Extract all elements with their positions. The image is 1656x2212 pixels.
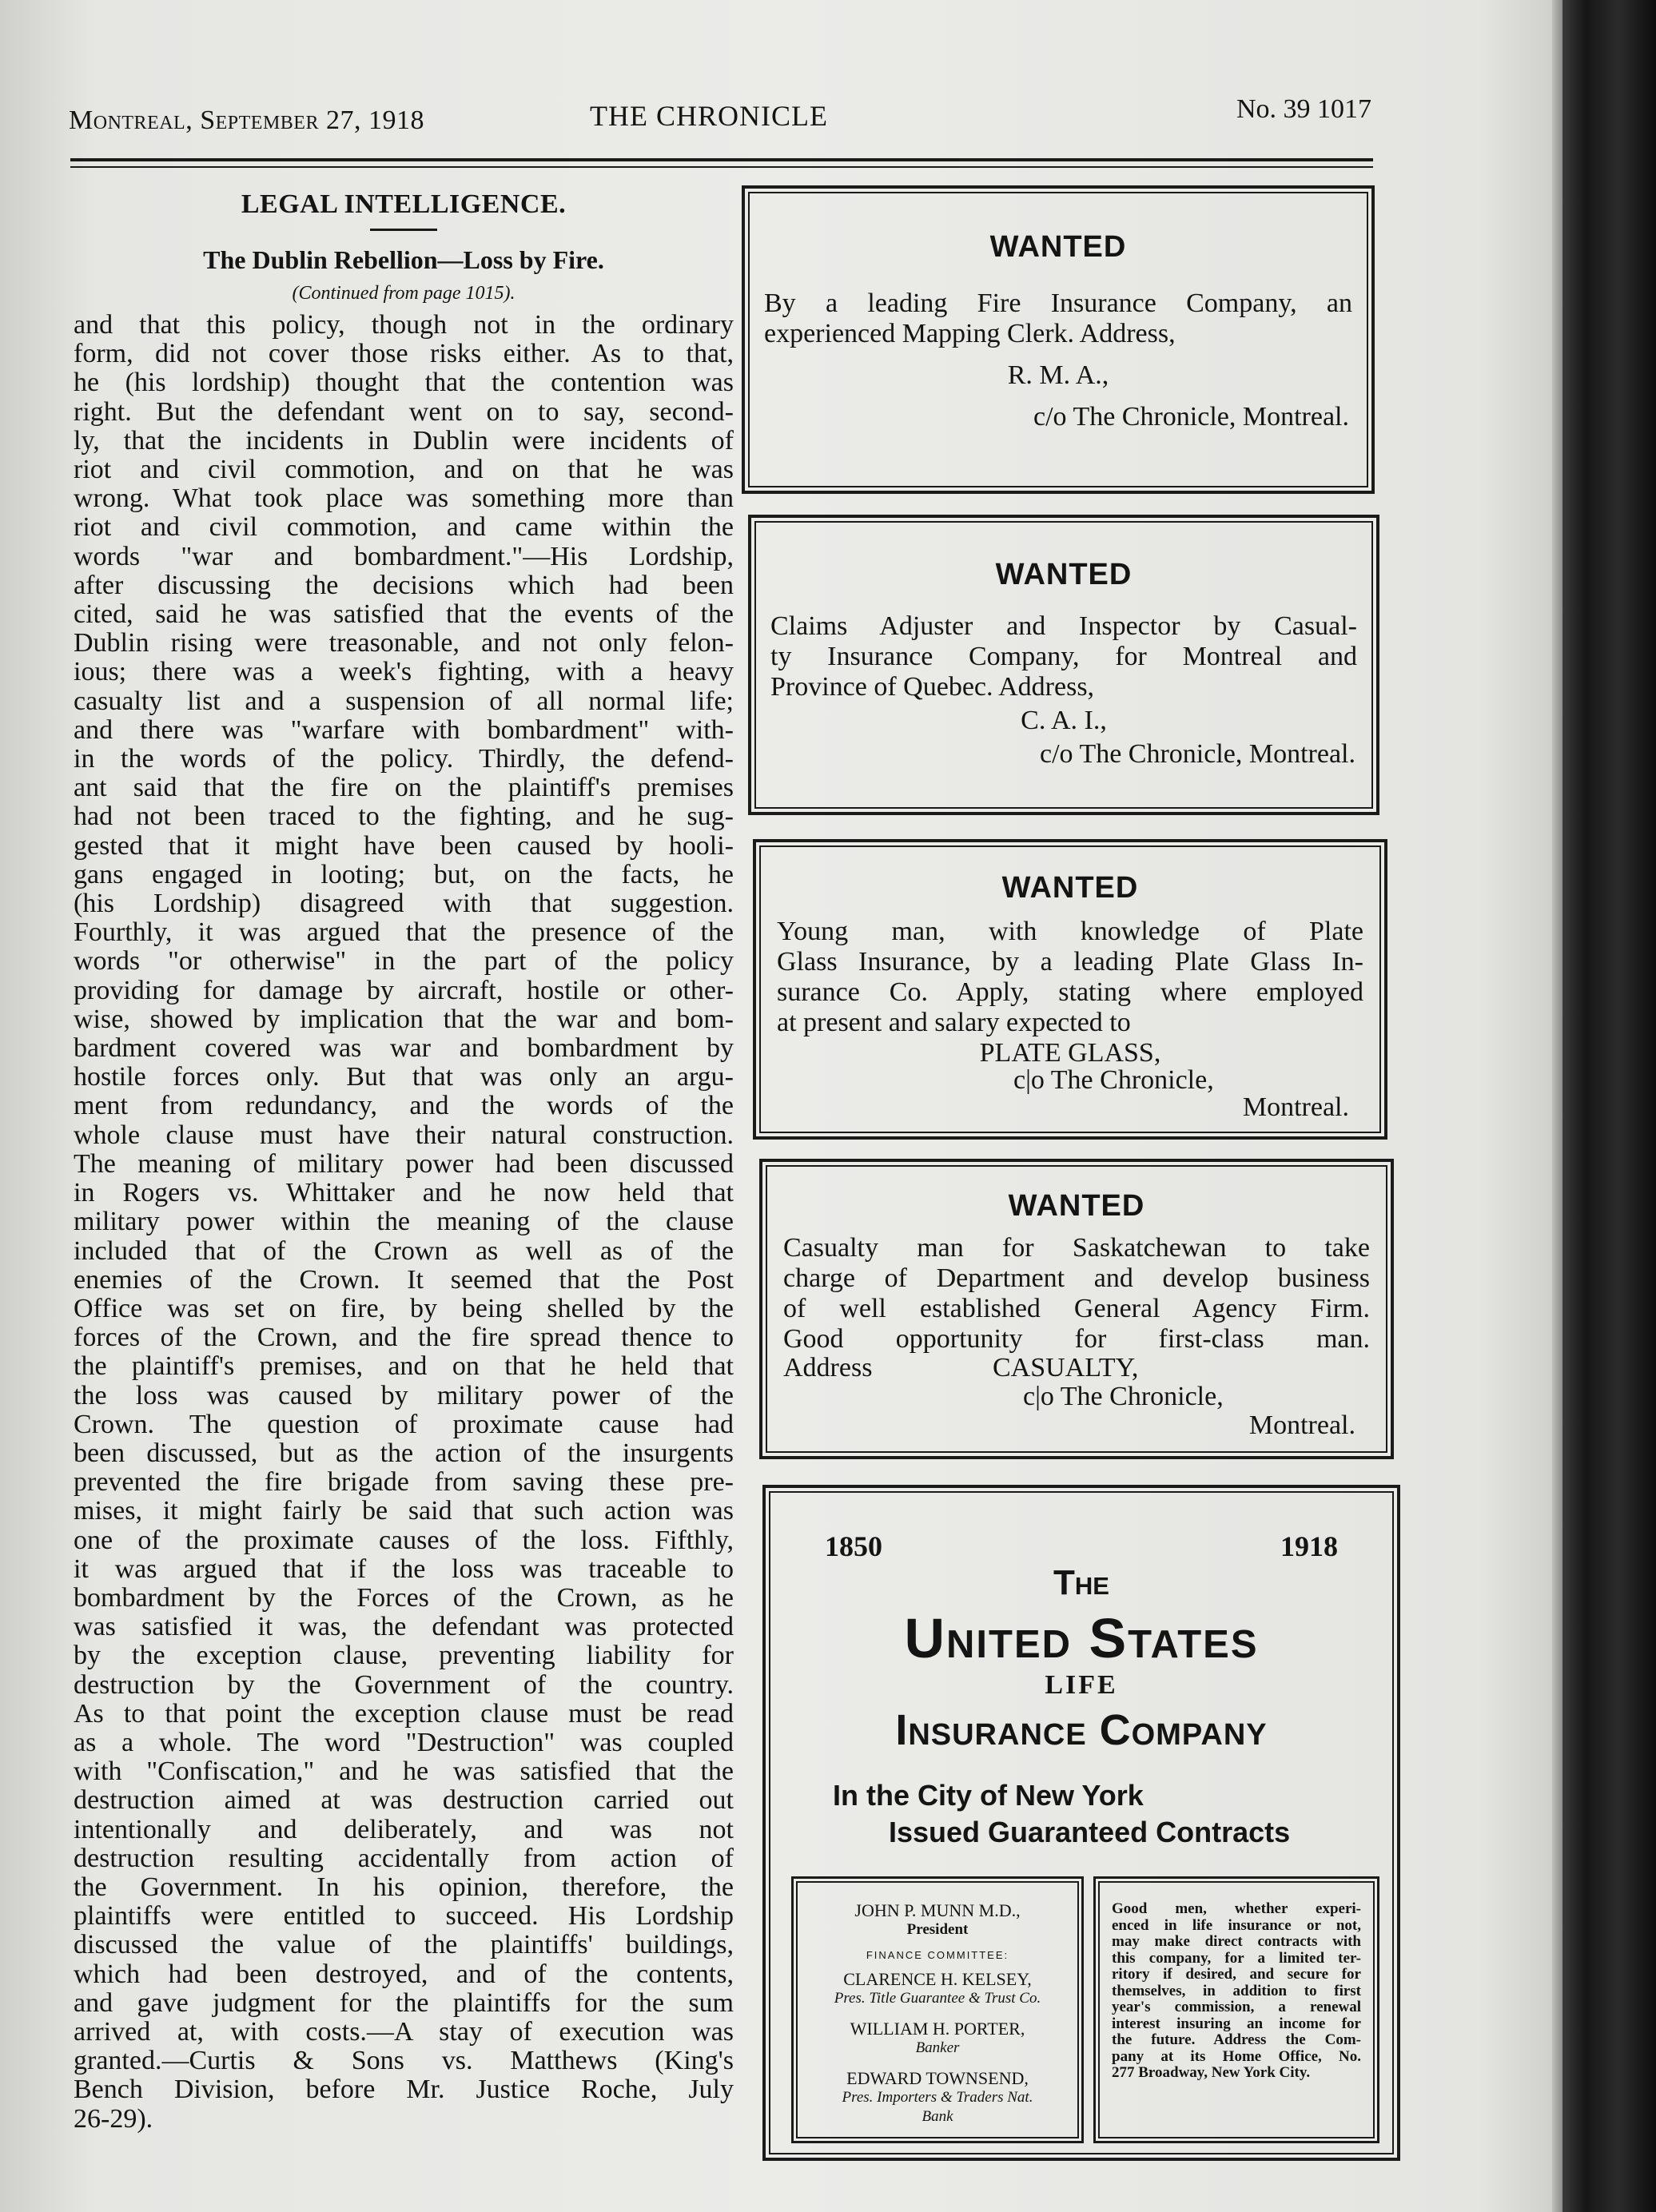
article-line: military power within the meaning of the clause [74,1207,734,1237]
article-line: whole clause must have their natural construction. [74,1120,734,1150]
article-line: after discussing the decisions which had been [74,570,734,600]
company-tagline: Issued Guaranteed Contracts [889,1816,1291,1848]
president-name: JOHN P. MUNN M.D., [854,1900,1021,1920]
article-line: riot and civil commotion, and on that he was [74,455,734,485]
notice-line: Good men, whether experi- [1112,1900,1361,1917]
article-line: Fourthly, it was argued that the presence of the [74,917,734,948]
company-name-article: The [1053,1563,1109,1602]
article-line: which had been destroyed, and of the contents, [74,1959,734,1989]
article-line: providing for damage by aircraft, hostile or other- [74,975,734,1005]
article-line: plaintiffs were entitled to succeed. His Lordship [74,1901,734,1932]
notice-line: 277 Broadway, New York City. [1112,2064,1311,2081]
ad-address-city: Montreal. [1248,1410,1355,1440]
article-line: enemies of the Crown. It seemed that the Post [74,1264,734,1295]
article-line: included that of the Crown as well as of the [74,1235,734,1266]
article-line: Crown. The question of proximate cause had [74,1409,734,1439]
article-line: he (his lordship) thought that the contention was [74,368,734,398]
wanted-ad-casualty [759,1159,1394,1459]
officers-box [791,1876,1084,2143]
notice-line: year's commission, a renewal [1112,1999,1361,2015]
article-line: ant said that the fire on the plaintiff's premises [74,773,734,803]
ad-address-label: Address [783,1353,873,1382]
agents-notice [1096,1879,1377,2082]
wanted-ad-claims-adjuster [748,515,1379,815]
notice-line: themselves, in addition to first [1112,1982,1361,1999]
ad-initials: PLATE GLASS, [979,1038,1161,1068]
ad-line: experienced Mapping Clerk. Address, [764,319,1176,348]
article-line: ment from redundancy, and the words of the [74,1091,734,1121]
article-column [74,185,734,2134]
company-name-life: LIFE [1045,1670,1118,1700]
notice-line: interest insuring an income for [1112,2015,1361,2032]
article-line: riot and civil commotion, and came within the [74,512,734,543]
article-line: forces of the Crown, and the fire spread thence to [74,1323,734,1353]
article-line: in Rogers vs. Whittaker and he now held that [74,1178,734,1208]
article-line: had not been traced to the fighting, and he sug- [74,802,734,832]
article-line: wrong. What took place was something more than [74,483,734,514]
article-line: destruction aimed at was destruction carried out [74,1785,734,1816]
article-line: right. But the defendant went on to say, second- [74,396,734,427]
article-line: wise, showed by implication that the war and bom- [74,1004,734,1034]
article-line: casualty list and a suspension of all normal life; [74,686,734,716]
article-line: Dublin rising were treasonable, and not only felon- [74,628,734,658]
article-line: with "Confiscation," and he was satisfied that the [74,1756,734,1787]
wanted-ad-mapping-clerk [742,185,1375,494]
ad-line: charge of Department and develop business [783,1263,1370,1293]
article-line: in the words of the policy. Thirdly, the defend- [74,744,734,774]
article-line: prevented the fire brigade from saving these pre- [74,1467,734,1498]
notice-line: may make direct contracts with [1112,1933,1361,1950]
committee-member-title: Pres. Importers & Traders Nat. [842,2089,1033,2106]
ad-address: c/o The Chronicle, Montreal. [1033,402,1349,432]
continued-note: (Continued from page 1015). [292,283,516,304]
ad-heading: WANTED [1001,871,1139,905]
company-location: In the City of New York [833,1779,1144,1812]
header-rule [70,158,1373,161]
ad-initials: C. A. I., [1021,706,1107,735]
article-line: been discussed, but as the action of the insurgents [74,1438,734,1468]
article-line: granted.—Curtis & Sons vs. Matthews (King's [74,2046,734,2076]
notice-line: ritory if desired, and secure for [1112,1966,1361,1983]
notice-line: pany at its Home Office, No. [1112,2047,1361,2065]
article-line: words "war and bombardment."—His Lordship, [74,541,734,571]
article-line: bombardment by the Forces of the Crown, as he [74,1582,734,1613]
year-current: 1918 [1280,1530,1338,1562]
agents-notice-box [1093,1876,1379,2143]
article-line: Office was set on fire, by being shelled by the [74,1293,734,1323]
article-line: and gave judgment for the plaintiffs for the sum [74,1987,734,2018]
ad-line: of well established General Agency Firm. [783,1294,1370,1323]
ad-address: c/o The Chronicle, Montreal. [1040,739,1355,769]
title-rule [370,229,437,231]
article-line: The meaning of military power had been discussed [74,1148,734,1179]
ad-line: surance Co. Apply, stating where employed [777,977,1363,1007]
article-section-title: LEGAL INTELLIGENCE. [241,189,567,219]
header-publication: THE CHRONICLE [590,100,828,132]
united-states-life-ad [762,1485,1400,2161]
article-line: discussed the value of the plaintiffs' buildings, [74,1930,734,1960]
article-body [74,311,734,2134]
committee-member-title: Pres. Title Guarantee & Trust Co. [834,1990,1041,2007]
book-spine [1562,0,1656,2212]
header-rule-thin [70,166,1373,168]
ad-line: Province of Quebec. Address, [770,672,1095,702]
page-header [69,94,1371,142]
article-line: and that this policy, though not in the ordinary [74,310,734,340]
notice-line: enced in life insurance or not, [1112,1916,1361,1934]
article-line: 26-29). [74,2103,153,2134]
ad-line: By a leading Fire Insurance Company, an [764,288,1352,318]
article-line: ly, that the incidents in Dublin were incidents of [74,425,734,456]
article-line: the Government. In his opinion, therefore, the [74,1872,734,1902]
article-line: mises, it might fairly be said that such action was [74,1496,734,1526]
committee-member-title: Bank [922,2108,953,2125]
year-founded: 1850 [825,1530,882,1562]
committee-member-name: EDWARD TOWNSEND, [846,2068,1029,2088]
article-line: hostile forces only. But that was only an argu- [74,1062,734,1092]
article-line: the plaintiff's premises, and on that he held that [74,1351,734,1382]
ad-line: Young man, with knowledge of Plate [777,917,1363,946]
committee-member-name: WILLIAM H. PORTER, [850,2019,1025,2039]
article-line: it was argued that if the loss was traceable to [74,1554,734,1584]
committee-member-title: Banker [915,2039,960,2056]
article-line: form, did not cover those risks either. As to that, [74,339,734,369]
ad-initials: R. M. A., [1007,360,1109,390]
notice-line: the future. Address the Com- [1112,2031,1361,2048]
article-line: by the exception clause, preventing liability for [74,1641,734,1671]
ad-initials: CASUALTY, [993,1353,1139,1382]
ad-years [825,1530,1338,1563]
article-line: As to that point the exception clause must be read [74,1698,734,1729]
notice-line: this company, for a limited ter- [1112,1949,1361,1967]
ad-address-line: c|o The Chronicle, [1023,1382,1224,1411]
article-line: one of the proximate causes of the loss. Fifthly, [74,1525,734,1555]
company-name-line2: Insurance Company [895,1706,1268,1754]
article-line: cited, said he was satisfied that the events of the [74,599,734,630]
ad-line: Glass Insurance, by a leading Plate Glass In- [777,947,1363,977]
ad-heading: WANTED [989,230,1127,264]
article-line: the loss was caused by military power of the [74,1380,734,1410]
article-line: arrived at, with costs.—A stay of execution was [74,2016,734,2047]
company-name-line1: United States [904,1607,1259,1669]
ad-line: Claims Adjuster and Inspector by Casual- [770,611,1357,641]
article-line: gans engaged in looting; but, on the facts, he [74,859,734,889]
ad-heading: WANTED [1008,1189,1145,1223]
wanted-ad-plate-glass [753,839,1387,1140]
ad-line: Casualty man for Saskatchewan to take [783,1233,1370,1263]
article-line: destruction by the Government of the country. [74,1669,734,1700]
header-issue-page: No. 39 1017 [1236,94,1371,124]
president-title: President [906,1921,969,1938]
article-line: and there was "warfare with bombardment" with- [74,714,734,745]
article-line: words "or otherwise" in the part of the policy [74,946,734,977]
finance-committee-label: FINANCE COMMITTEE: [866,1949,1009,1961]
article-line: was satisfied it was, the defendant was protected [74,1612,734,1642]
ad-address-line: c|o The Chronicle, [1013,1065,1214,1095]
committee-member-name: CLARENCE H. KELSEY, [843,1969,1032,1989]
ad-line: ty Insurance Company, for Montreal and [770,642,1357,671]
header-dateline: Montreal, September 27, 1918 [69,105,424,135]
article-line: as a whole. The word "Destruction" was coupled [74,1727,734,1757]
article-line: gested that it might have been caused by hooli- [74,830,734,861]
article-line: bardment covered was war and bombardment by [74,1033,734,1064]
ad-line: at present and salary expected to [777,1008,1131,1037]
ad-heading: WANTED [995,558,1133,591]
article-line: destruction resulting accidentally from action of [74,1843,734,1873]
article-line: (his Lordship) disagreed with that suggestion. [74,889,734,919]
ad-address-city: Montreal. [1242,1092,1349,1122]
article-line: intentionally and deliberately, and was not [74,1814,734,1844]
article-line: Bench Division, before Mr. Justice Roche, July [74,2075,734,2105]
article-line: ious; there was a week's fighting, with a heavy [74,657,734,687]
article-headline: The Dublin Rebellion—Loss by Fire. [203,245,604,274]
ad-line: Good opportunity for first-class man. [783,1324,1370,1354]
